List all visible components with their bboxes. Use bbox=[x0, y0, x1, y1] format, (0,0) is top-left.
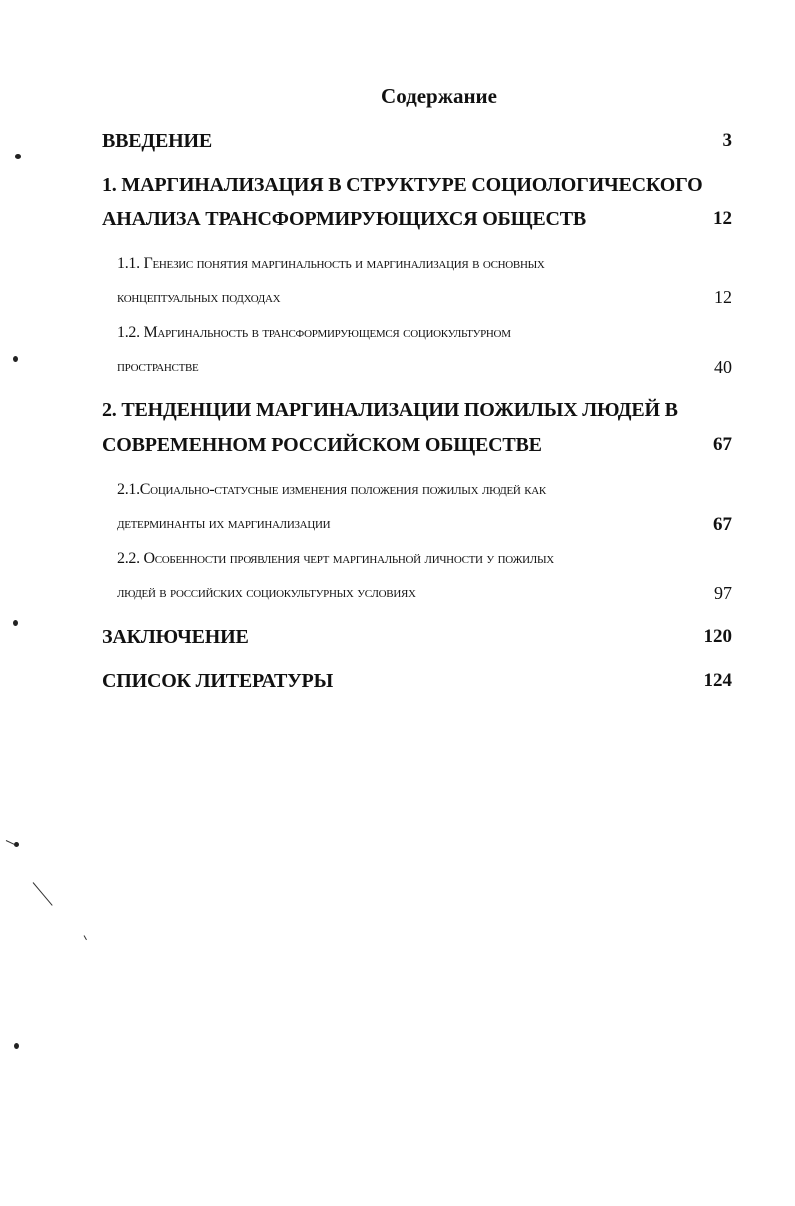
toc-page-number: 97 bbox=[714, 583, 732, 603]
toc-page-number: 67 bbox=[713, 434, 732, 455]
toc-entry-line: пространстве bbox=[117, 358, 199, 375]
page-title: Содержание bbox=[381, 84, 497, 108]
toc-entry-line: 2.2. Особенности проявления черт маргинальной личности у пожилых bbox=[117, 550, 554, 567]
toc-page-number: 40 bbox=[714, 357, 732, 377]
toc-entry-line: 1.1. Генезис понятия маргинальность и маргинализация в основных bbox=[117, 255, 545, 272]
toc-entry-line: 1.2. Маргинальность в трансформирующемся социокультурном bbox=[117, 324, 511, 341]
toc-page-number: 3 bbox=[722, 130, 732, 151]
toc-entry-line: АНАЛИЗА ТРАНСФОРМИРУЮЩИХСЯ ОБЩЕСТВ bbox=[102, 208, 587, 230]
toc-entry-line: 2.1.Социально-статусные изменения положения пожилых людей как bbox=[117, 481, 546, 498]
toc-entry-line: ВВЕДЕНИЕ bbox=[102, 130, 212, 152]
toc-entry-line: СПИСОК ЛИТЕРАТУРЫ bbox=[102, 670, 334, 692]
scan-speck bbox=[13, 620, 18, 626]
scan-speck bbox=[13, 356, 18, 362]
toc-entry-line: 2. ТЕНДЕНЦИИ МАРГИНАЛИЗАЦИИ ПОЖИЛЫХ ЛЮДЕЙ В bbox=[102, 399, 678, 421]
toc-entry-line: концептуальных подходах bbox=[117, 289, 281, 306]
toc-entry-line: людей в российских социокультурных условиях bbox=[117, 584, 416, 601]
toc-page-number: 67 bbox=[713, 514, 732, 535]
toc-page-number: 124 bbox=[703, 670, 732, 691]
scan-scratch bbox=[6, 840, 15, 845]
toc-entry-line: 1. МАРГИНАЛИЗАЦИЯ В СТРУКТУРЕ СОЦИОЛОГИЧЕСКОГО bbox=[102, 174, 703, 196]
toc-page-number: 12 bbox=[713, 208, 732, 229]
toc-entry-line: детерминанты их маргинализации bbox=[117, 515, 331, 532]
scan-scratch bbox=[84, 935, 87, 940]
scan-speck bbox=[15, 154, 21, 159]
toc-page-number: 12 bbox=[714, 287, 732, 307]
toc-page-number: 120 bbox=[703, 626, 732, 647]
scan-speck bbox=[14, 842, 19, 847]
scan-scratch bbox=[33, 882, 53, 906]
scan-speck bbox=[14, 1043, 19, 1049]
toc-entry-line: СОВРЕМЕННОМ РОССИЙСКОМ ОБЩЕСТВЕ bbox=[102, 434, 542, 456]
toc-entry-line: ЗАКЛЮЧЕНИЕ bbox=[102, 626, 249, 648]
